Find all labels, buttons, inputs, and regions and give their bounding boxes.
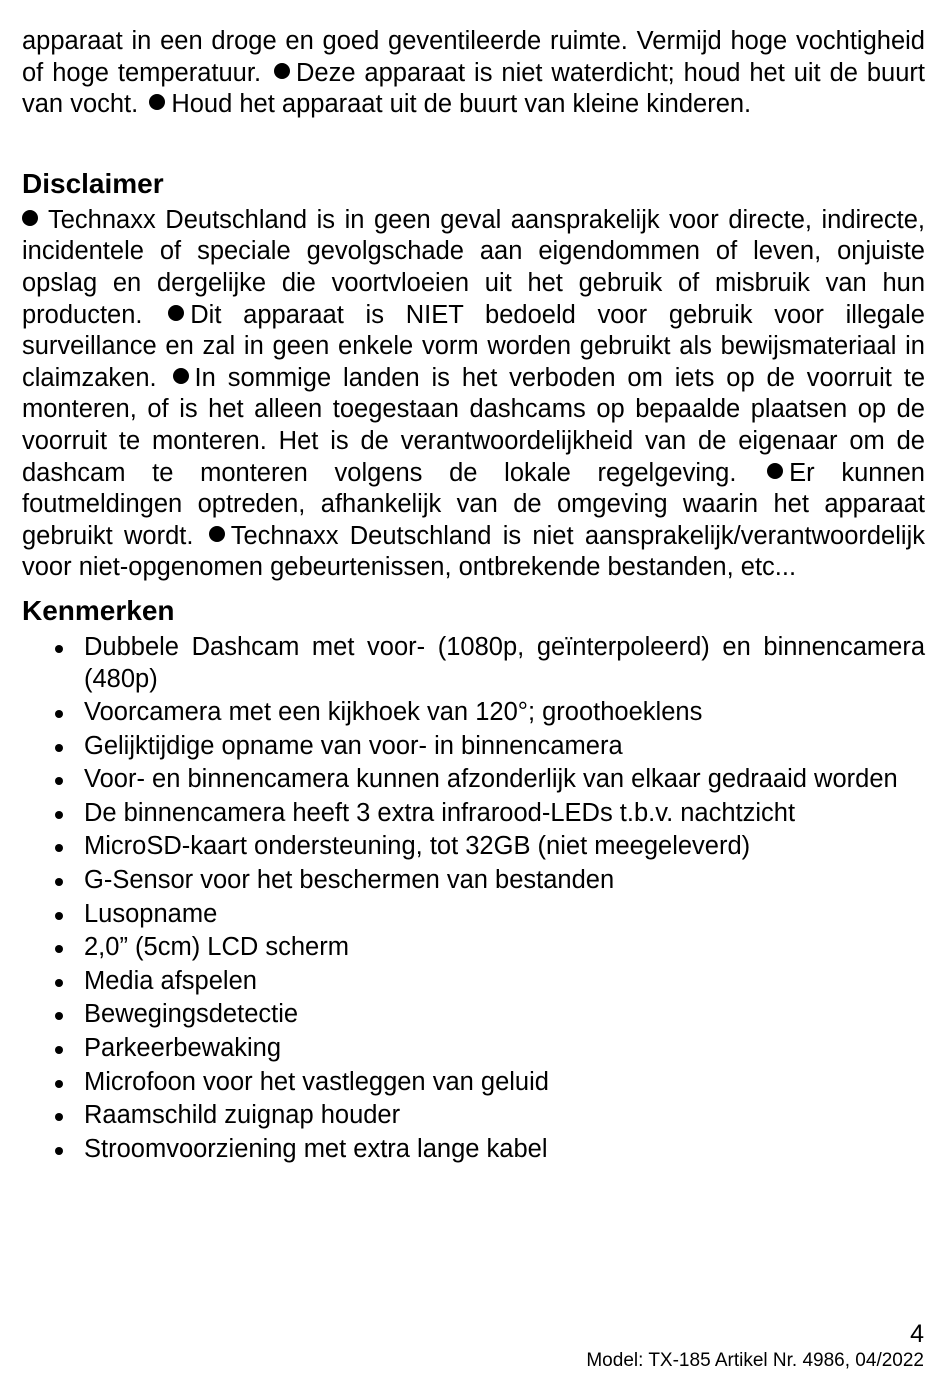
list-bullet-icon xyxy=(55,1147,63,1155)
list-bullet-icon xyxy=(55,945,63,953)
bullet-icon xyxy=(173,368,189,384)
list-item xyxy=(22,1067,925,1099)
feature-text: Microfoon voor het vastleggen van geluid xyxy=(84,1067,549,1096)
list-bullet-icon xyxy=(55,710,63,718)
feature-text: Parkeerbewaking xyxy=(84,1034,282,1063)
feature-text: Dubbele Dashcam met voor- (1080p, geïnterpoleerd) en binnencamera (480p) xyxy=(84,632,925,693)
document-page xyxy=(22,26,925,1167)
disclaimer-heading: Disclaimer xyxy=(22,167,164,199)
disclaimer-text-4: Er kunnen foutmeldingen optreden, afhankelijk van de omgeving waarin het apparaat gebruikt wordt. xyxy=(22,458,925,550)
list-bullet-icon xyxy=(55,979,63,987)
bullet-icon xyxy=(274,63,290,79)
list-item xyxy=(22,999,925,1031)
list-bullet-icon xyxy=(55,844,63,852)
disclaimer-text-2: Dit apparaat is NIET bedoeld voor gebruik voor illegale surveillance en zal in geen enkele vorm worden gebruikt als bewijsmateriaal in claimzaken. xyxy=(22,300,925,392)
feature-text: MicroSD-kaart ondersteuning, tot 32GB (niet meegeleverd) xyxy=(84,832,751,861)
list-bullet-icon xyxy=(55,1046,63,1054)
disclaimer-text-5: Technaxx Deutschland is niet aansprakelijk/verantwoordelijk voor niet-opgenomen gebeurtenissen, ontbrekende bestanden, etc... xyxy=(22,521,925,582)
feature-text: De binnencamera heeft 3 extra infrarood-LEDs t.b.v. nachtzicht xyxy=(84,798,796,827)
disclaimer-text-1: Technaxx Deutschland is in geen geval aansprakelijk voor directe, indirecte, incidentele of speciale gevolgschade aan eigendommen of leven, onjuiste opslag en dergelijke die voortvloeien uit het gebruik of misbruik van hun producten. xyxy=(22,205,925,329)
bullet-icon xyxy=(168,305,184,321)
feature-text: Voor- en binnencamera kunnen afzonderlijk van elkaar gedraaid worden xyxy=(84,765,898,794)
feature-text: G-Sensor voor het beschermen van bestanden xyxy=(84,866,615,895)
bullet-icon xyxy=(149,94,165,110)
list-item xyxy=(22,697,925,729)
page-number: 4 xyxy=(910,1320,924,1348)
intro-text-1: apparaat in een droge en goed geventileerde ruimte. Vermijd hoge vochtigheid of hoge temperatuur. xyxy=(22,27,925,87)
feature-text: 2,0” (5cm) LCD scherm xyxy=(84,933,349,962)
list-item xyxy=(22,731,925,763)
list-item xyxy=(22,798,925,830)
list-item xyxy=(22,1033,925,1065)
intro-paragraph xyxy=(22,26,925,121)
list-item xyxy=(22,966,925,998)
list-bullet-icon xyxy=(55,744,63,752)
list-bullet-icon xyxy=(55,878,63,886)
list-bullet-icon xyxy=(55,1080,63,1088)
feature-text: Stroomvoorziening met extra lange kabel xyxy=(84,1134,548,1163)
list-item xyxy=(22,831,925,863)
bullet-icon xyxy=(22,210,38,226)
features-heading: Kenmerken xyxy=(22,594,175,626)
list-item xyxy=(22,632,925,695)
list-bullet-icon xyxy=(55,1113,63,1121)
list-bullet-icon xyxy=(55,777,63,785)
list-item xyxy=(22,1100,925,1132)
list-bullet-icon xyxy=(55,645,63,653)
list-bullet-icon xyxy=(55,811,63,819)
intro-text-3: Houd het apparaat uit de buurt van kleine kinderen. xyxy=(171,90,752,119)
list-item xyxy=(22,764,925,796)
feature-text: Raamschild zuignap houder xyxy=(84,1101,401,1130)
feature-text: Voorcamera met een kijkhoek van 120°; groothoeklens xyxy=(84,698,703,727)
feature-text: Gelijktijdige opname van voor- in binnencamera xyxy=(84,731,623,760)
features-list xyxy=(22,632,925,1166)
feature-text: Media afspelen xyxy=(84,966,257,995)
feature-text: Bewegingsdetectie xyxy=(84,1000,299,1029)
feature-text: Lusopname xyxy=(84,899,218,928)
disclaimer-paragraph xyxy=(22,205,925,584)
disclaimer-text-3: In sommige landen is het verboden om iets op de voorruit te monteren, of is het alleen toegestaan dashcams op bepaalde plaatsen op de voorruit te monteren. Het is de verantwoordelijkheid van de eigenaar om de dashcam te monteren volgens de lokale regelgeving. xyxy=(22,363,925,487)
list-item xyxy=(22,932,925,964)
list-item xyxy=(22,899,925,931)
footer-model-info: Model: TX-185 Artikel Nr. 4986, 04/2022 xyxy=(586,1350,924,1371)
list-item xyxy=(22,1134,925,1166)
bullet-icon xyxy=(767,463,783,479)
list-bullet-icon xyxy=(55,912,63,920)
list-bullet-icon xyxy=(55,1012,63,1020)
list-item xyxy=(22,865,925,897)
intro-text-2: Deze apparaat is niet waterdicht; houd het uit de buurt van vocht. xyxy=(22,58,925,119)
bullet-icon xyxy=(209,526,225,542)
